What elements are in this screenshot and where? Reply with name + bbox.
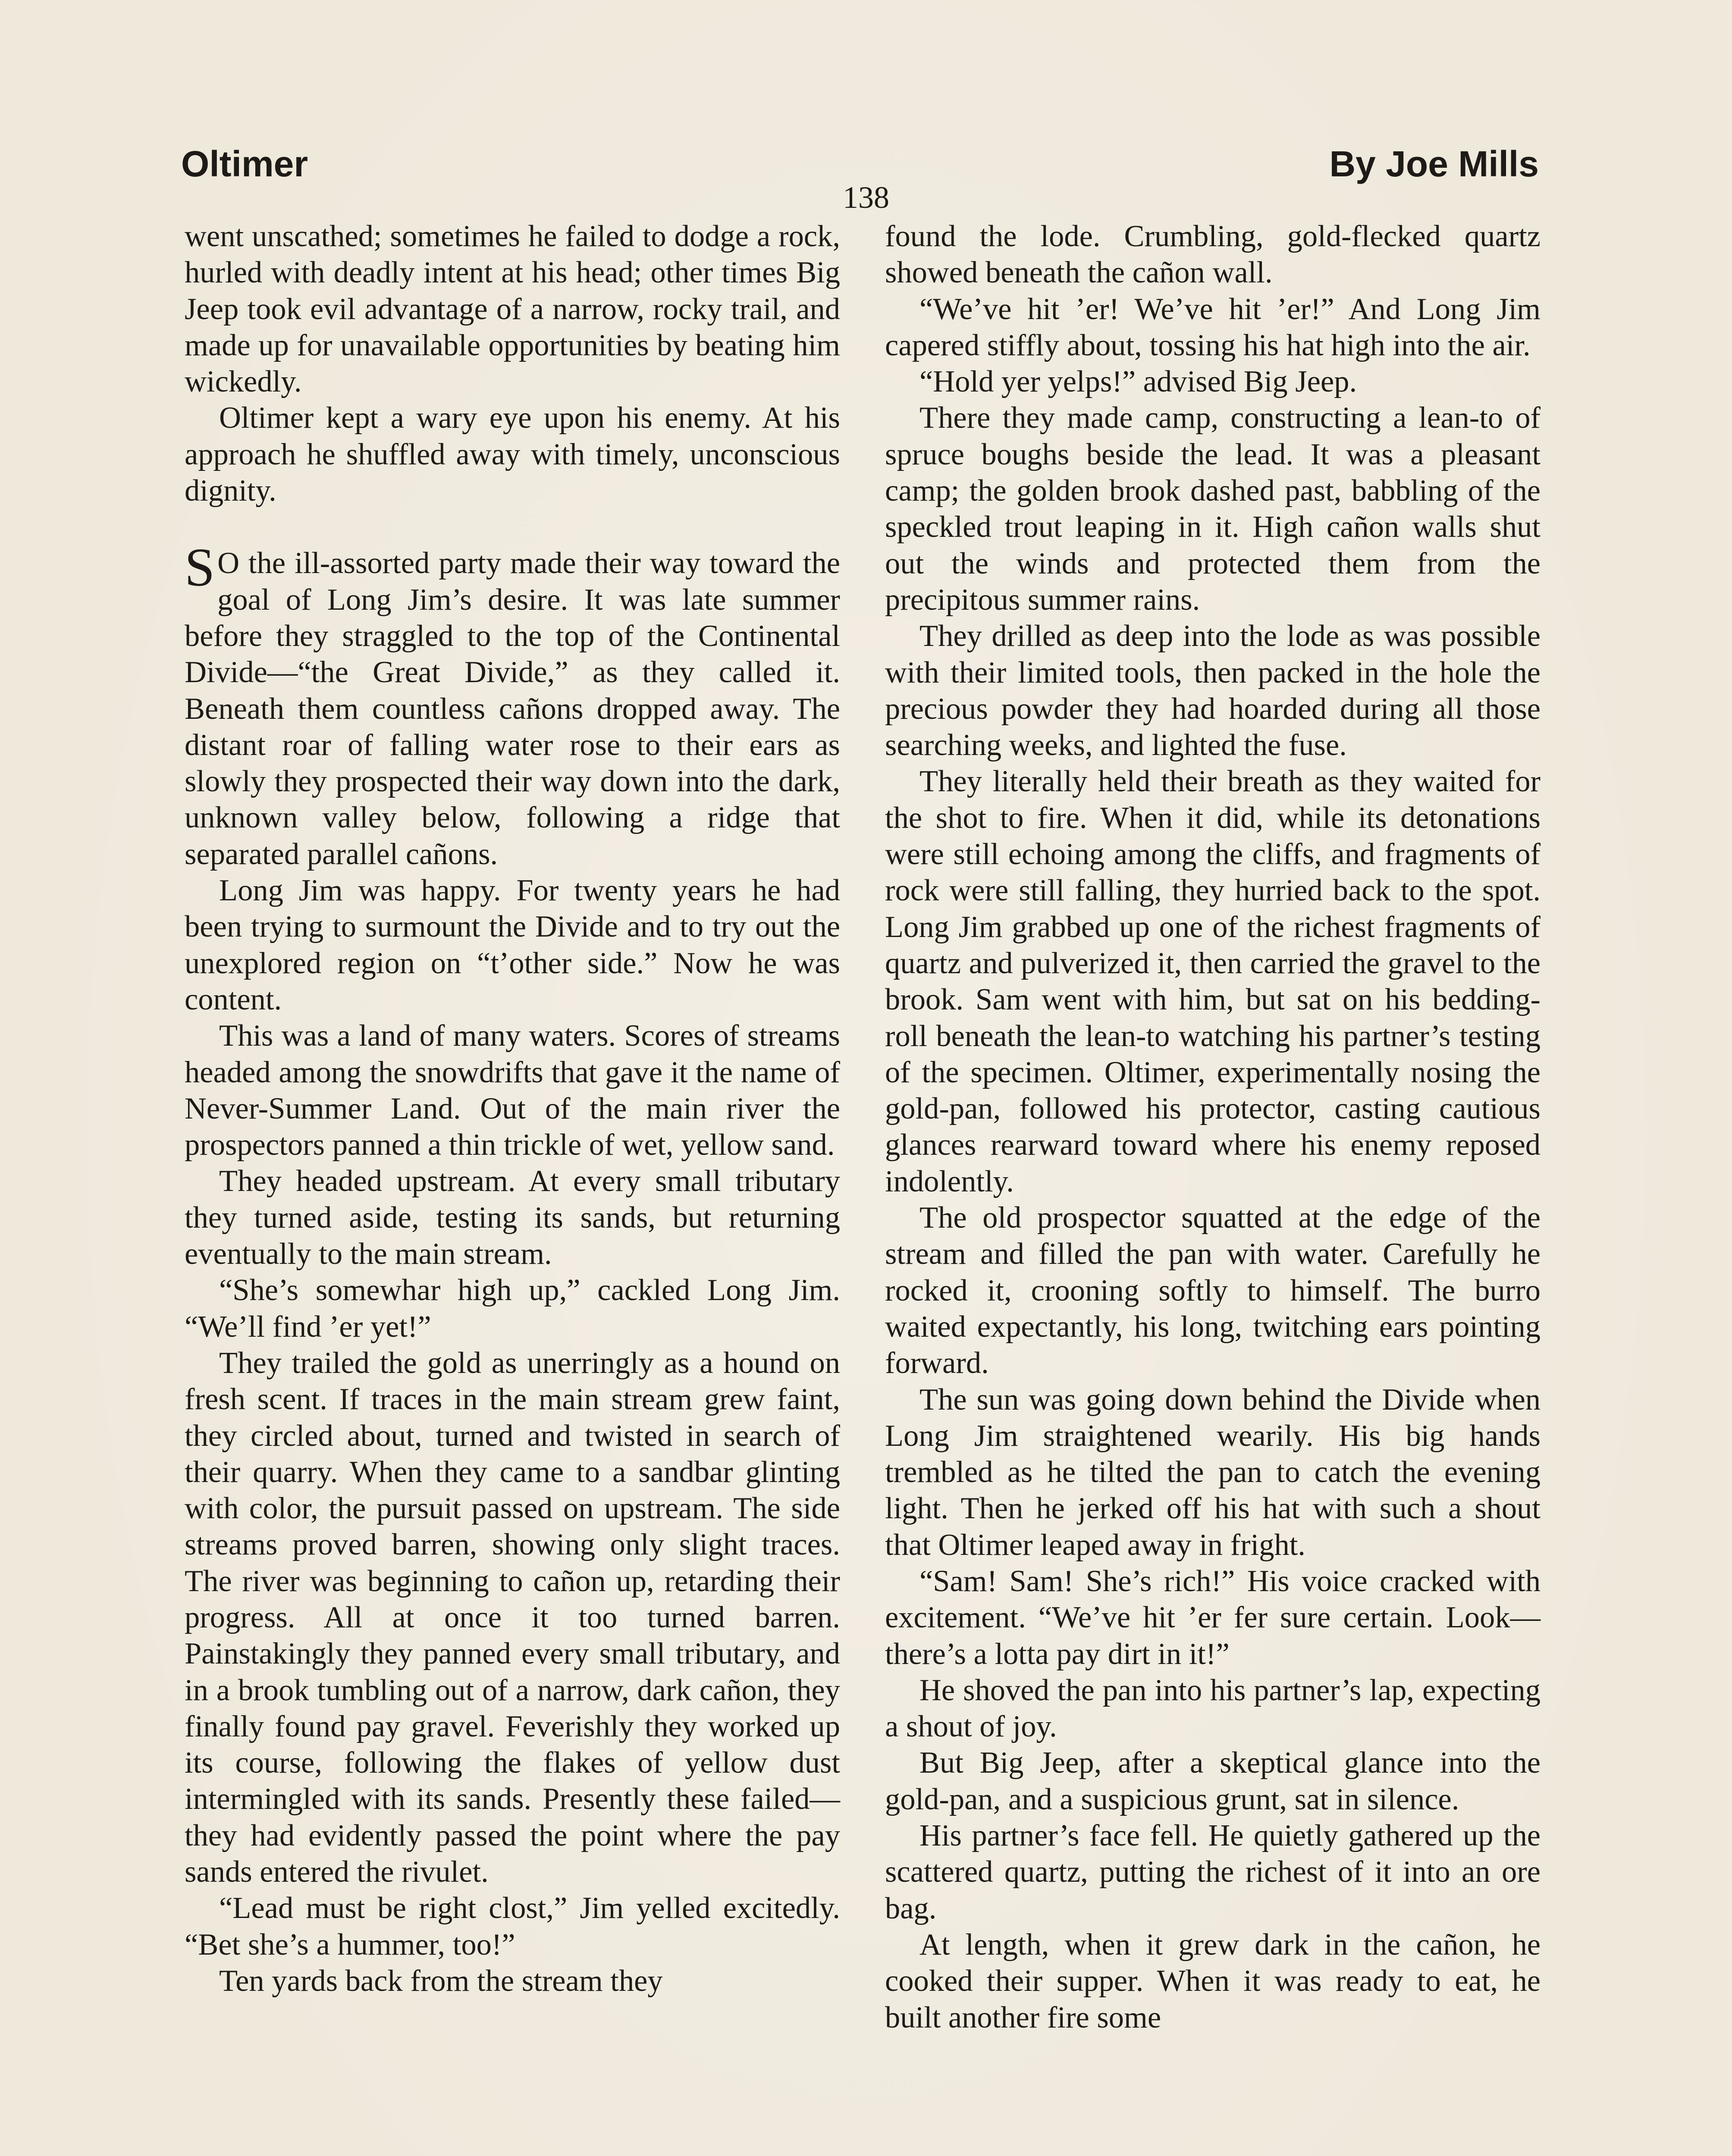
paragraph: “Hold yer yelps!” advised Big Jeep. [919,365,1357,399]
paragraph: They literally held their breath as they waited for the shot to fire. When it did, while its detonations were still echoing among the cliffs, and fragments of rock were still falling, they hurried back to the spot. Long Jim grabbed up one of the richest fragments of quartz and pulverized it, then carried the gravel to the brook. Sam went with him, but sat on his bedding-roll beneath the lean-to watching his partner’s testing of the specimen. Oltimer, experimentally nosing the gold-pan, followed his protector, casting cautious glances rearward toward where his enemy reposed indolently. [885,765,1541,1198]
left-column [185,218,840,1999]
paragraph: He shoved the pan into his partner’s lap, expecting a shout of joy. [885,1673,1541,1744]
paragraph: found the lode. Crumbling, gold-flecked quartz showed beneath the cañon wall. [885,219,1541,290]
paragraph: At length, when it grew dark in the cañon, he cooked their supper. When it was ready to eat, he built another fire some [885,1927,1541,2034]
paragraph: They drilled as deep into the lode as was possible with their limited tools, then packed in the hole the precious powder they had hoarded during all those searching weeks, and lighted the fuse. [885,619,1541,762]
author-byline: By Joe Mills [1329,144,1539,184]
paragraph: Ten yards back from the stream they [219,1964,663,1998]
paragraph: But Big Jeep, after a skeptical glance into the gold-pan, and a suspicious grunt, sat in silence. [885,1746,1541,1816]
paragraph: This was a land of many waters. Scores of streams headed among the snowdrifts that gave it the name of Never-Summer Land. Out of the main river the prospectors panned a thin trickle of wet, yellow sand. [185,1019,840,1162]
paragraph: went unscathed; sometimes he failed to dodge a rock, hurled with deadly intent at his head; other times Big Jeep took evil advantage of a narrow, rocky trail, and made up for unavailable opportunities by beating him wickedly. [185,219,840,399]
paragraph-dropcap [185,538,840,872]
paragraph: “We’ve hit ’er! We’ve hit ’er!” And Long Jim capered stiffly about, tossing his hat high into the air. [885,292,1541,362]
paragraph: “She’s somewhar high up,” cackled Long Jim. “We’ll find ’er yet!” [185,1273,840,1344]
paragraph: Oltimer kept a wary eye upon his enemy. At his approach he shuffled away with timely, unconscious dignity. [185,401,840,508]
paragraph: The sun was going down behind the Divide when Long Jim straightened wearily. His big hands trembled as he tilted the pan to catch the evening light. Then he jerked off his hat with such a shout that Oltimer leaped away in fright. [885,1382,1541,1562]
paragraph: They trailed the gold as unerringly as a hound on fresh scent. If traces in the main stream grew faint, they circled about, turned and twisted in search of their quarry. When they came to a sandbar glinting with color, the pursuit passed on upstream. The side streams proved barren, showing only slight traces. The river was beginning to cañon up, retarding their progress. All at once it too turned barren. Painstakingly they panned every small tributary, and in a brook tumbling out of a narrow, dark cañon, they finally found pay gravel. Feverishly they worked up its course, following the flakes of yellow dust intermingled with its sands. Presently these failed—they had evidently passed the point where the pay sands entered the rivulet. [185,1346,840,1889]
paragraph: “Sam! Sam! She’s rich!” His voice cracked with excitement. “We’ve hit ’er fer sure certain. Look—there’s a lotta pay dirt in it!” [885,1564,1541,1671]
paragraph: There they made camp, constructing a lean-to of spruce boughs beside the lead. It was a pleasant camp; the golden brook dashed past, babbling of the speckled trout leaping in it. High cañon walls shut out the winds and protected them from the precipitous summer rains. [885,401,1541,617]
paragraph: They headed upstream. At every small tributary they turned aside, testing its sands, but returning eventually to the main stream. [185,1164,840,1271]
paragraph-text: O the ill-assorted party made their way toward the goal of Long Jim’s desire. It was late summer before they straggled to the top of the Continental Divide—“the Great Divide,” as they called it. Beneath them countless cañons dropped away. The distant roar of falling water rose to their ears as slowly they prospected their way down into the dark, unknown valley below, following a ridge that separated parallel cañons. [185,546,840,871]
drop-cap-letter: S [185,538,215,598]
right-column [885,218,1541,2036]
page-number: 138 [843,180,889,215]
paragraph: His partner’s face fell. He quietly gathered up the scattered quartz, putting the richest of it into an ore bag. [885,1819,1541,1925]
paragraph: The old prospector squatted at the edge of the stream and filled the pan with water. Carefully he rocked it, crooning softly to himself. The burro waited expectantly, his long, twitching ears pointing forward. [885,1201,1541,1380]
story-title: Oltimer [181,144,308,184]
paragraph: “Lead must be right clost,” Jim yelled excitedly. “Bet she’s a hummer, too!” [185,1891,840,1962]
paragraph: Long Jim was happy. For twenty years he had been trying to surmount the Divide and to try out the unexplored region on “t’other side.” Now he was content. [185,874,840,1016]
